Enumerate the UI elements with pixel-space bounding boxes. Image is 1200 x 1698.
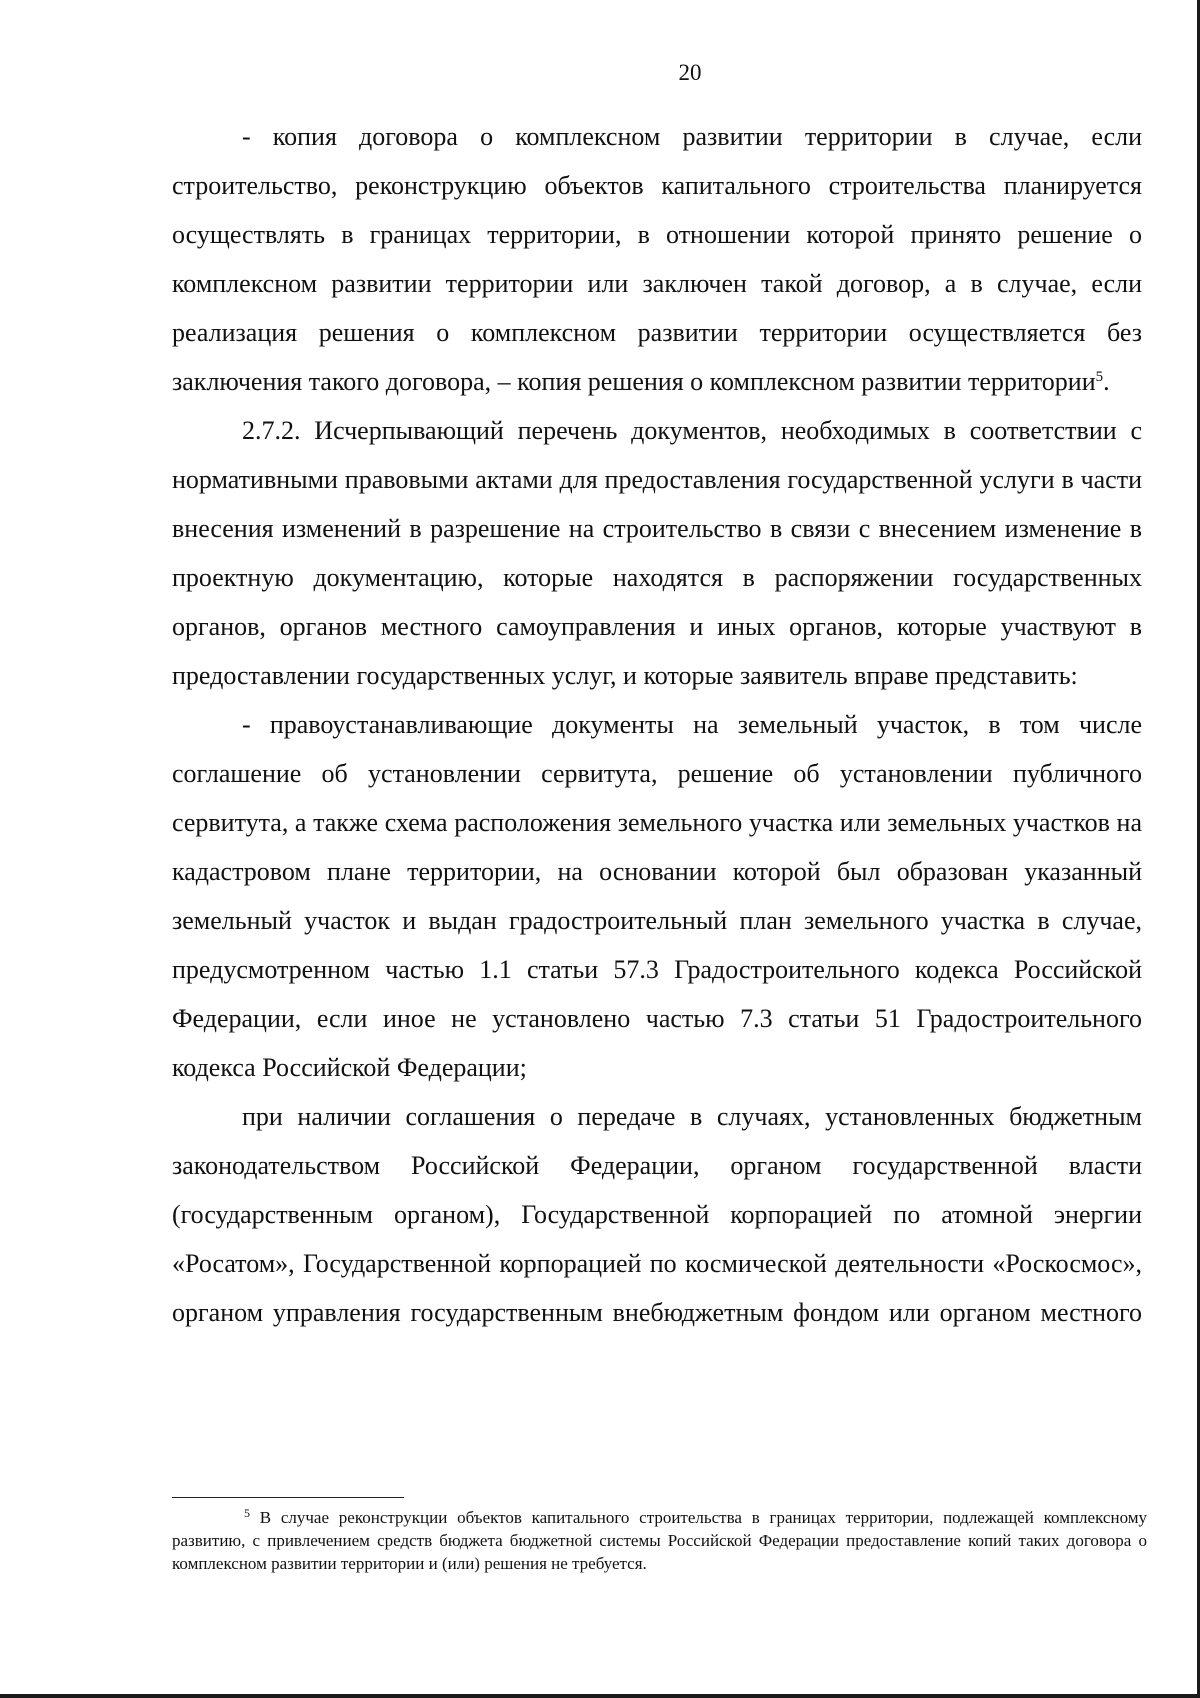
paragraph-land-documents (172, 700, 1142, 1092)
footnote-text: В случае реконструкции объектов капитального строительства в границах территории, подлежащей комплексному развитию, с привлечением средств бюджета бюджетной системы Российской Федерации предоставление копий таких договора о комплексном развитии территории и (или) решения не требуется. (172, 1508, 1147, 1573)
paragraph-text: 2.7.2. Исчерпывающий перечень документов, необходимых в соответствии с нормативными правовыми актами для предоставления государственной услуги в части внесения изменений в разрешение на строительство в связи с внесением изменение в проектную документацию, которые находятся в распоряжении государственных органов, органов местного самоуправления и иных органов, которые участвуют в предоставлении государственных услуг, и которые заявитель вправе представить: (172, 416, 1142, 690)
page-number: 20 (678, 60, 702, 85)
paragraph-agreement (172, 1092, 1142, 1337)
paragraph-text: - правоустанавливающие документы на земельный участок, в том числе соглашение об установлении сервитута, решение об установлении публичного сервитута, а также схема расположения земельного участка или земельных участков на кадастровом плане территории, на основании которой был образован указанный земельный участок и выдан градостроительный план земельного участка в случае, предусмотренном частью 1.1 статьи 57.3 Градостроительного кодекса Российской Федерации, если иное не установлено частью 7.3 статьи 51 Градостроительного кодекса Российской Федерации; (172, 710, 1142, 1082)
footnote-separator (172, 1497, 404, 1498)
paragraph-contract-copy (172, 112, 1142, 406)
footnote-number: 5 (244, 1506, 250, 1520)
footnote (172, 1506, 1147, 1575)
body-text (172, 112, 1142, 1337)
paragraph-text: - копия договора о комплексном развитии территории в случае, если строительство, реконструкцию объектов капитального строительства планируется осуществлять в границах территории, в отношении которой принято решение о комплексном развитии территории или заключен такой договор, а в случае, если реализация решения о комплексном развитии территории осуществляется без заключения такого договора, – копия решения о комплексном развитии территории (172, 122, 1142, 396)
paragraph-tail: . (1103, 367, 1110, 396)
footnote-reference: 5 (1095, 369, 1104, 385)
scan-edge-bottom (0, 1694, 1200, 1698)
paragraph-2-7-2 (172, 406, 1142, 700)
paragraph-text: при наличии соглашения о передаче в случаях, установленных бюджетным законодательством Российской Федерации, органом государственной власти (государственным органом), Государственной корпорацией по атомной энергии «Росатом», Государственной корпорацией по космической деятельности «Роскосмос», органом управления государственным внебюджетным фондом или органом местного (172, 1102, 1142, 1327)
